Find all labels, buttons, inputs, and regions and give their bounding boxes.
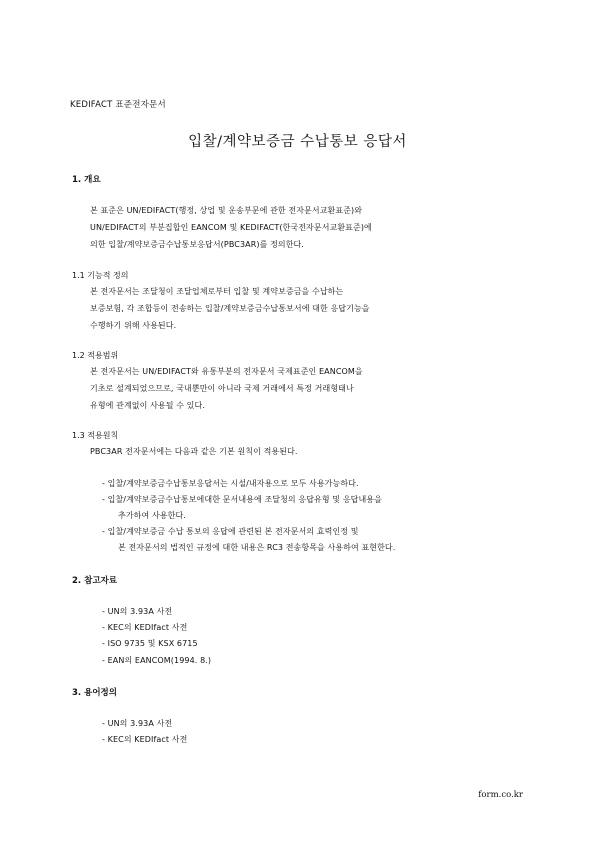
reference-item-1: - UN의 3.93A 사전 (102, 607, 173, 616)
section-heading-references: 2. 참고자료 (72, 576, 117, 586)
subsection-heading-function: 1.1 기능적 정의 (72, 271, 129, 280)
term-item-1: - UN의 3.93A 사전 (102, 719, 173, 728)
term-item-2: - KEC의 KEDIfact 사전 (102, 735, 188, 744)
overview-line-2: UN/EDIFACT의 부분집합인 EANCOM 및 KEDIFACT(한국전자문서교환표준)에 (90, 223, 372, 232)
reference-item-4: - EAN의 EANCOM(1994. 8.) (102, 656, 212, 665)
subsection-heading-principles: 1.3 적용원칙 (72, 431, 119, 440)
section-heading-overview: 1. 개요 (72, 175, 101, 185)
principles-bullet-3: - 입찰/계약보증금 수납 통보의 응답에 관련된 본 전자문서의 효력인정 및 (102, 527, 359, 536)
function-line-3: 수행하기 위해 사용된다. (90, 321, 177, 330)
principles-bullet-1: - 입찰/계약보증금수납통보응답서는 시설/내자용으로 모두 사용가능하다. (102, 479, 359, 488)
principles-bullet-2-cont: 추가하여 사용한다. (118, 511, 186, 520)
principles-intro: PBC3AR 전자문서에는 다음과 같은 기본 원칙이 적용된다. (90, 447, 298, 456)
scope-line-1: 본 전자문서는 UN/EDIFACT와 유통부분의 전자문서 국제표준인 EANCOM을 (90, 367, 363, 376)
function-line-1: 본 전자문서는 조달청이 조달업체로부터 입찰 및 계약보증금을 수납하는 (90, 287, 344, 296)
principles-bullet-2: - 입찰/계약보증금수납통보에대한 문서내용에 조달청의 응답유형 및 응답내용을 (102, 495, 382, 504)
document-title: 입찰/계약보증금 수납통보 응답서 (188, 134, 407, 150)
overview-line-3: 의한 입찰/계약보증금수납통보응답서(PBC3AR)를 정의한다. (90, 240, 305, 249)
section-heading-terms: 3. 용어정의 (72, 688, 117, 698)
scope-line-2: 기초로 설계되었으므로, 국내뿐만이 아니라 국제 거래에서 특정 거래형태나 (90, 384, 354, 393)
overview-line-1: 본 표준은 UN/EDIFACT(행정, 상업 및 운송부문에 관한 전자문서교환표준)와 (90, 206, 363, 215)
scope-line-3: 유형에 관계없이 사용될 수 있다. (90, 401, 205, 410)
header-tag: KEDIFACT 표준전자문서 (70, 100, 166, 110)
subsection-heading-scope: 1.2 적용범위 (72, 351, 119, 360)
reference-item-3: - ISO 9735 및 KSX 6715 (102, 639, 198, 648)
reference-item-2: - KEC의 KEDIfact 사전 (102, 623, 188, 632)
function-line-2: 보증보험, 각 조합등이 전송하는 입찰/계약보증금수납통보서에 대한 응답기능을 (90, 304, 370, 313)
footer-watermark: form.co.kr (478, 790, 523, 800)
principles-bullet-3-cont: 본 전자문서의 법적인 규정에 대한 내용은 RC3 전송항목을 사용하여 표현한다. (118, 543, 396, 552)
